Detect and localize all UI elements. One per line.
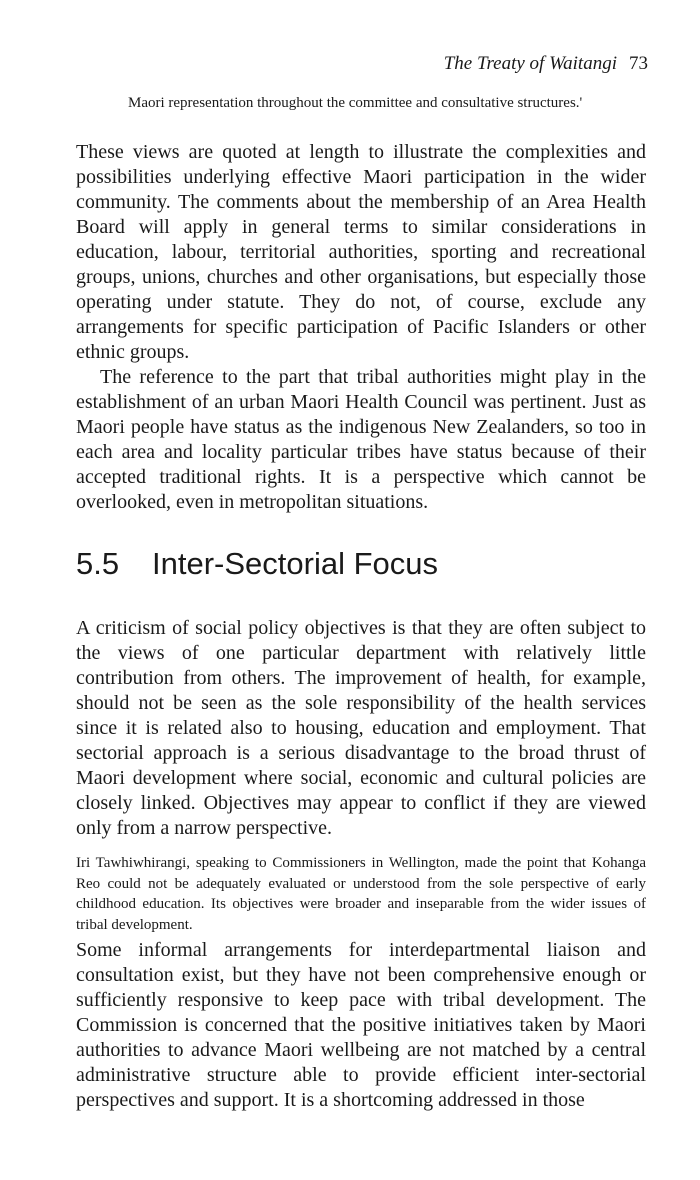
quote-continuation-block (128, 93, 646, 114)
running-title: The Treaty of Waitangi (443, 53, 617, 74)
section-title: Inter-Sectorial Focus (152, 546, 438, 581)
body-after-section (76, 616, 646, 841)
paragraph: Some informal arrangements for interdepartmental liaison and consultation exist, but they have not been comprehensive enough or sufficiently responsive to keep pace with tribal development. The Commission is concerned that the positive initiatives taken by Maori authorities to advance Maori wellbeing are not matched by a central administrative structure able to provide efficient inter-sectorial perspectives and support. It is a shortcoming addressed in those (76, 939, 646, 1111)
closing-block (76, 938, 646, 1113)
section-heading (76, 544, 438, 584)
running-header (444, 52, 648, 76)
small-note-block (76, 853, 646, 935)
small-note: Iri Tawhiwhirangi, speaking to Commissioners in Wellington, made the point that Kohanga Reo could not be adequately evaluated or understood from the sole perspective of early childhood education. Its objectives were broader and inseparable from the wider issues of tribal development. (76, 855, 646, 933)
page-number: 73 (629, 53, 648, 74)
quote-continuation: Maori representation throughout the committee and consultative structures.' (128, 95, 583, 111)
section-number: 5.5 (76, 546, 120, 581)
paragraph: These views are quoted at length to illustrate the complexities and possibilities underlying effective Maori participation in the wider community. The comments about the membership of an Area Health Board will apply in general terms to similar considerations in education, labour, territorial authorities, sporting and recreational groups, unions, churches and other organisations, but especially those operating under statute. They do not, of course, exclude any arrangements for specific participation of Pacific Islanders or other ethnic groups. (76, 141, 646, 363)
paragraph: The reference to the part that tribal authorities might play in the establishment of an urban Maori Health Council was pertinent. Just as Maori people have status as the indigenous New Zealanders, so too in each area and locality particular tribes have status because of their accepted traditional rights. It is a perspective which cannot be overlooked, even in metropolitan situations. (76, 366, 646, 513)
paragraph: A criticism of social policy objectives is that they are often subject to the views of one particular department with relatively little contribution from others. The improvement of health, for example, should not be seen as the sole responsibility of the health services since it is related also to housing, education and employment. That sectorial approach is a serious disadvantage to the broad thrust of Maori development where social, economic and cultural policies are closely linked. Objectives may appear to conflict if they are viewed only from a narrow perspective. (76, 617, 646, 839)
body-before-section (76, 140, 646, 515)
